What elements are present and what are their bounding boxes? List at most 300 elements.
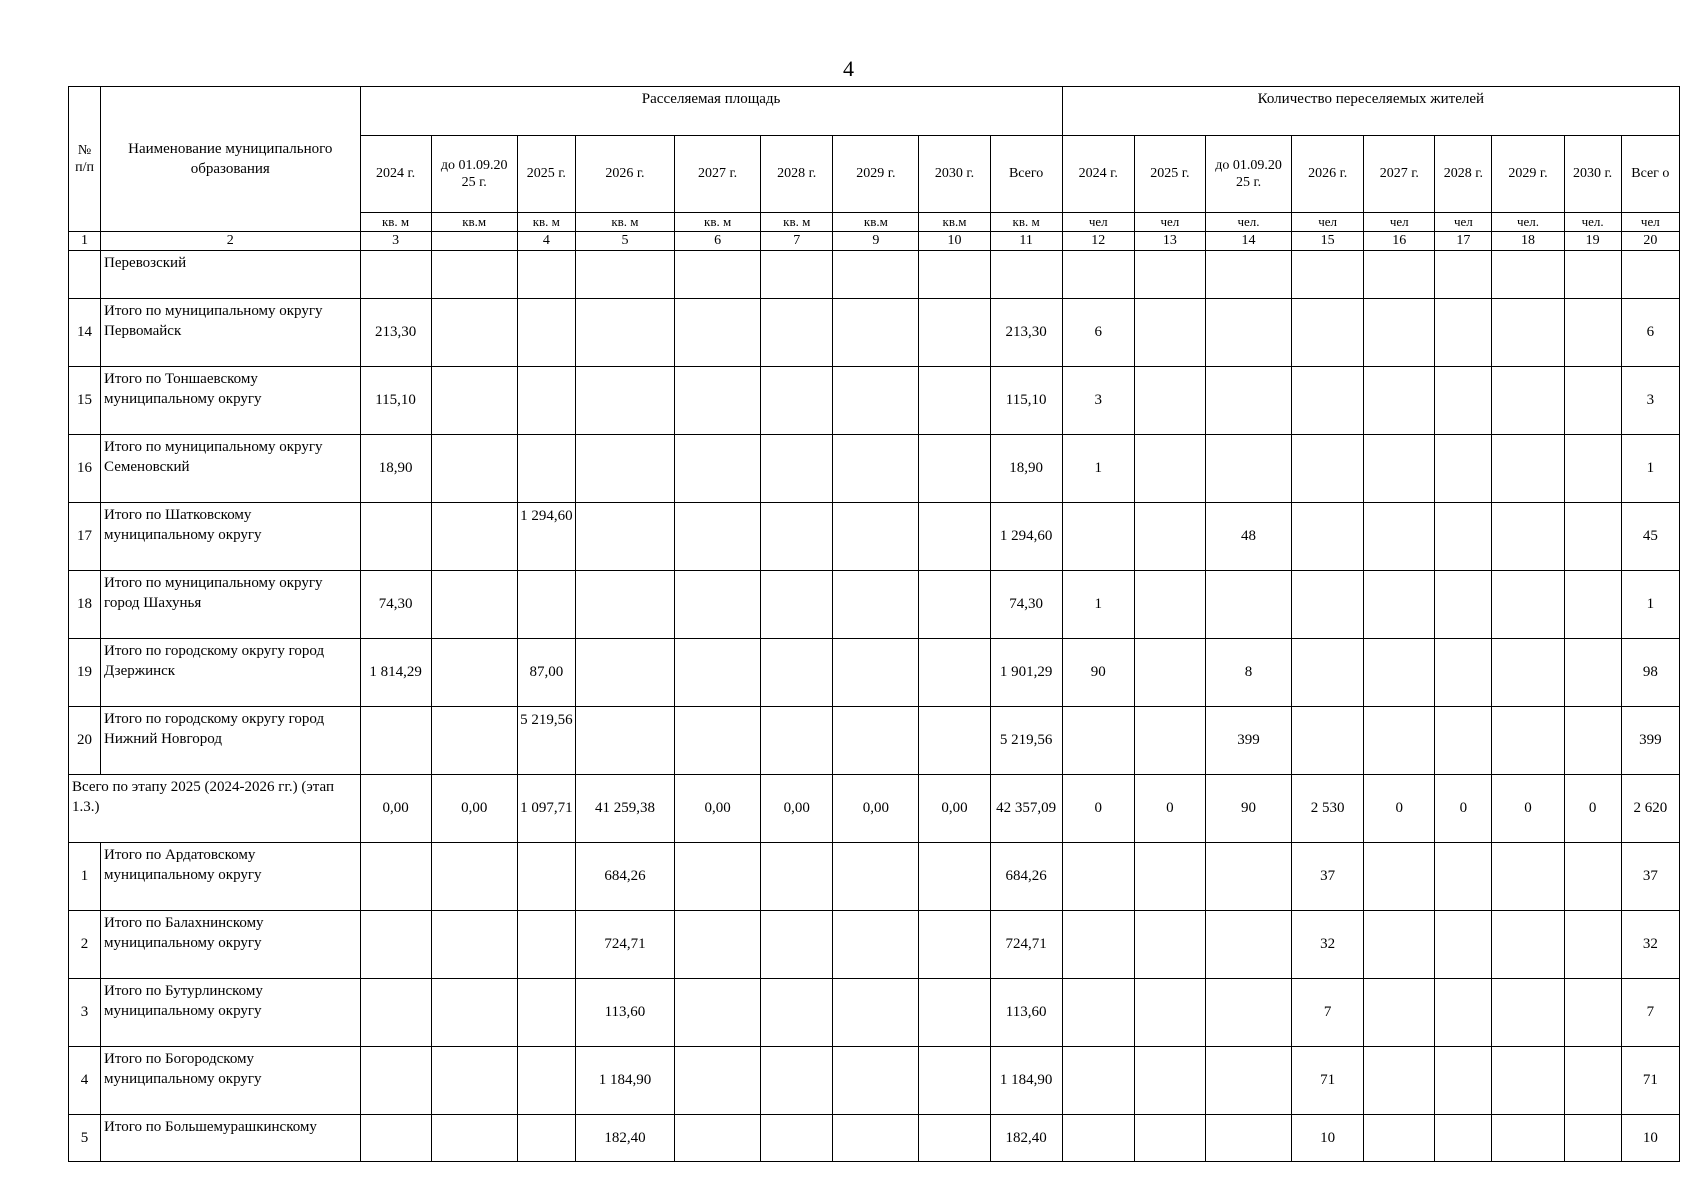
total-value: 0,00 (360, 775, 431, 843)
row-value (675, 367, 761, 435)
row-value (919, 571, 990, 639)
row-value (1564, 707, 1621, 775)
row-number: 17 (69, 503, 101, 571)
area-unit-header: кв.м (833, 213, 919, 232)
total-value: 0 (1134, 775, 1205, 843)
area-year-header: 2028 г. (761, 136, 833, 213)
table-row (69, 503, 1680, 571)
row-value (675, 435, 761, 503)
row-value (1564, 251, 1621, 299)
row-value: 1 814,29 (360, 639, 431, 707)
row-value (517, 911, 575, 979)
area-unit-header: кв. м (360, 213, 431, 232)
row-value (1062, 251, 1134, 299)
row-value (833, 435, 919, 503)
area-unit-header: кв. м (990, 213, 1062, 232)
total-value: 0,00 (675, 775, 761, 843)
row-value: 1 (1621, 571, 1679, 639)
row-value (1205, 251, 1291, 299)
row-value (1292, 707, 1364, 775)
row-value (431, 251, 517, 299)
table-row (69, 1047, 1680, 1115)
row-value (1062, 707, 1134, 775)
row-value: 182,40 (990, 1115, 1062, 1162)
row-value (1292, 571, 1364, 639)
column-number: 19 (1564, 232, 1621, 251)
row-value (761, 435, 833, 503)
total-value: 0 (1435, 775, 1492, 843)
row-value: 1 294,60 (990, 503, 1062, 571)
row-value (761, 251, 833, 299)
row-value (1364, 435, 1435, 503)
table-row (69, 367, 1680, 435)
row-value (431, 503, 517, 571)
row-value: 724,71 (990, 911, 1062, 979)
row-value (517, 1047, 575, 1115)
row-value (1435, 911, 1492, 979)
row-value (1492, 911, 1564, 979)
row-value (761, 843, 833, 911)
row-number: 1 (69, 843, 101, 911)
row-value (517, 843, 575, 911)
row-value (675, 1047, 761, 1115)
row-number: 20 (69, 707, 101, 775)
row-value: 8 (1205, 639, 1291, 707)
row-value (360, 911, 431, 979)
row-value: 724,71 (575, 911, 674, 979)
total-value: 2 620 (1621, 775, 1679, 843)
row-value (919, 1115, 990, 1162)
row-value (1492, 435, 1564, 503)
row-value: 10 (1621, 1115, 1679, 1162)
row-value (1564, 571, 1621, 639)
header-name: Наименование муниципального образования (101, 87, 360, 232)
row-name: Итого по Балахнинскому муниципальному округу (101, 911, 360, 979)
row-value: 213,30 (360, 299, 431, 367)
people-unit-header: чел (1364, 213, 1435, 232)
row-value (431, 367, 517, 435)
row-value (761, 979, 833, 1047)
row-value (1364, 571, 1435, 639)
row-value (833, 571, 919, 639)
column-number: 17 (1435, 232, 1492, 251)
row-value (1435, 435, 1492, 503)
total-value: 42 357,09 (990, 775, 1062, 843)
row-value (1564, 1047, 1621, 1115)
row-value (1205, 911, 1291, 979)
row-number: 15 (69, 367, 101, 435)
row-value (517, 299, 575, 367)
row-value (1062, 843, 1134, 911)
row-value (1364, 843, 1435, 911)
row-value: 113,60 (990, 979, 1062, 1047)
row-value (675, 639, 761, 707)
row-number (69, 251, 101, 299)
row-value (675, 1115, 761, 1162)
people-year-header: 2027 г. (1364, 136, 1435, 213)
row-value: 1 294,60 (517, 503, 575, 571)
total-value: 90 (1205, 775, 1291, 843)
people-year-header: Всег о (1621, 136, 1679, 213)
row-value (1492, 1047, 1564, 1115)
row-value: 90 (1062, 639, 1134, 707)
row-value (833, 979, 919, 1047)
row-value (1134, 571, 1205, 639)
people-year-header: 2025 г. (1134, 136, 1205, 213)
row-name: Итого по Шатковскому муниципальному округу (101, 503, 360, 571)
row-value (360, 1115, 431, 1162)
row-value: 1 (1062, 435, 1134, 503)
row-value (360, 503, 431, 571)
row-value: 1 184,90 (990, 1047, 1062, 1115)
people-unit-header: чел (1621, 213, 1679, 232)
row-value (1205, 367, 1291, 435)
total-value: 1 097,71 (517, 775, 575, 843)
people-unit-header: чел. (1492, 213, 1564, 232)
row-value (517, 435, 575, 503)
people-year-header: 2024 г. (1062, 136, 1134, 213)
column-number: 3 (360, 232, 431, 251)
row-value (517, 367, 575, 435)
row-number: 16 (69, 435, 101, 503)
column-number: 13 (1134, 232, 1205, 251)
row-value (575, 299, 674, 367)
row-value (360, 843, 431, 911)
row-value (1134, 707, 1205, 775)
row-value (1205, 1115, 1291, 1162)
row-value (833, 299, 919, 367)
row-name: Итого по Богородскому муниципальному округу (101, 1047, 360, 1115)
row-value (1364, 979, 1435, 1047)
row-value: 32 (1292, 911, 1364, 979)
row-value (1364, 1115, 1435, 1162)
row-name: Итого по Большемурашкинскому (101, 1115, 360, 1162)
area-unit-header: кв. м (675, 213, 761, 232)
row-value (1364, 707, 1435, 775)
area-year-header: 2025 г. (517, 136, 575, 213)
row-value (1492, 571, 1564, 639)
people-year-header: до 01.09.20 25 г. (1205, 136, 1291, 213)
row-value (1134, 367, 1205, 435)
row-name: Перевозский (101, 251, 360, 299)
row-value (575, 571, 674, 639)
row-value (1062, 911, 1134, 979)
row-value (1364, 367, 1435, 435)
row-value: 5 219,56 (990, 707, 1062, 775)
row-value: 1 184,90 (575, 1047, 674, 1115)
total-value: 0,00 (761, 775, 833, 843)
row-number: 4 (69, 1047, 101, 1115)
row-name: Итого по городскому округу город Дзержинск (101, 639, 360, 707)
row-value: 684,26 (575, 843, 674, 911)
row-value (431, 1115, 517, 1162)
row-value (1492, 843, 1564, 911)
row-value (1292, 435, 1364, 503)
row-value: 18,90 (360, 435, 431, 503)
area-unit-header: кв. м (517, 213, 575, 232)
row-value: 213,30 (990, 299, 1062, 367)
column-number: 7 (761, 232, 833, 251)
table-row (69, 435, 1680, 503)
row-name: Итого по Ардатовскому муниципальному округу (101, 843, 360, 911)
row-name: Итого по Бутурлинскому муниципальному округу (101, 979, 360, 1047)
row-value (431, 911, 517, 979)
row-value (833, 251, 919, 299)
row-number: 14 (69, 299, 101, 367)
row-name: Итого по городскому округу город Нижний Новгород (101, 707, 360, 775)
row-value (1205, 1047, 1291, 1115)
area-year-header: до 01.09.20 25 г. (431, 136, 517, 213)
row-value (517, 1115, 575, 1162)
row-value (1062, 1115, 1134, 1162)
row-value (1205, 843, 1291, 911)
row-number: 5 (69, 1115, 101, 1162)
row-value (1364, 639, 1435, 707)
row-number: 18 (69, 571, 101, 639)
row-value: 115,10 (360, 367, 431, 435)
total-value: 41 259,38 (575, 775, 674, 843)
row-value (1134, 639, 1205, 707)
row-value (1564, 503, 1621, 571)
row-value (761, 639, 833, 707)
row-value (360, 979, 431, 1047)
row-value (1062, 503, 1134, 571)
area-unit-header: кв.м (431, 213, 517, 232)
row-value (1134, 1115, 1205, 1162)
row-value (575, 707, 674, 775)
row-value (1492, 639, 1564, 707)
area-year-header: 2029 г. (833, 136, 919, 213)
people-unit-header: чел (1292, 213, 1364, 232)
row-value (1564, 299, 1621, 367)
row-number: 19 (69, 639, 101, 707)
row-value (1435, 299, 1492, 367)
row-value: 3 (1062, 367, 1134, 435)
row-value (575, 435, 674, 503)
area-year-header: 2030 г. (919, 136, 990, 213)
row-value: 399 (1205, 707, 1291, 775)
row-value (919, 299, 990, 367)
table-row (69, 979, 1680, 1047)
row-value: 1 901,29 (990, 639, 1062, 707)
row-value (360, 251, 431, 299)
row-value (1292, 367, 1364, 435)
row-value: 1 (1621, 435, 1679, 503)
people-unit-header: чел (1435, 213, 1492, 232)
row-value: 74,30 (360, 571, 431, 639)
total-value: 0,00 (919, 775, 990, 843)
header-num: № п/п (69, 87, 101, 232)
total-row (69, 775, 1680, 843)
area-year-header: 2024 г. (360, 136, 431, 213)
row-value (1205, 435, 1291, 503)
row-value (517, 251, 575, 299)
row-value: 87,00 (517, 639, 575, 707)
row-value (431, 1047, 517, 1115)
row-name: Итого по Тоншаевскому муниципальному округу (101, 367, 360, 435)
row-value (1134, 251, 1205, 299)
table-row (69, 251, 1680, 299)
row-value (919, 435, 990, 503)
column-number: 1 (69, 232, 101, 251)
row-value (1492, 707, 1564, 775)
row-value (431, 707, 517, 775)
area-year-header: Всего (990, 136, 1062, 213)
row-value (675, 571, 761, 639)
column-number: 20 (1621, 232, 1679, 251)
column-number (431, 232, 517, 251)
row-value (360, 1047, 431, 1115)
column-number: 11 (990, 232, 1062, 251)
row-value (1564, 843, 1621, 911)
total-value: 0,00 (431, 775, 517, 843)
total-value: 0 (1564, 775, 1621, 843)
row-value (1292, 251, 1364, 299)
row-value (1435, 1047, 1492, 1115)
row-name: Итого по муниципальному округу Первомайск (101, 299, 360, 367)
row-value (1364, 251, 1435, 299)
row-value (517, 979, 575, 1047)
row-value (1564, 1115, 1621, 1162)
row-value: 7 (1621, 979, 1679, 1047)
row-value (1292, 299, 1364, 367)
column-number: 6 (675, 232, 761, 251)
row-value (919, 251, 990, 299)
row-value (360, 707, 431, 775)
row-value (1435, 979, 1492, 1047)
people-unit-header: чел (1134, 213, 1205, 232)
row-value (1364, 503, 1435, 571)
row-value (919, 979, 990, 1047)
table-row (69, 1115, 1680, 1162)
table-row (69, 639, 1680, 707)
row-value (1134, 1047, 1205, 1115)
row-value (761, 571, 833, 639)
row-value (675, 843, 761, 911)
row-value (431, 299, 517, 367)
row-value: 74,30 (990, 571, 1062, 639)
row-value (1134, 435, 1205, 503)
row-number: 2 (69, 911, 101, 979)
row-value (675, 251, 761, 299)
row-value: 45 (1621, 503, 1679, 571)
row-value: 7 (1292, 979, 1364, 1047)
area-unit-header: кв.м (919, 213, 990, 232)
row-value (431, 435, 517, 503)
row-value (1435, 367, 1492, 435)
row-value (675, 299, 761, 367)
column-number: 5 (575, 232, 674, 251)
people-unit-header: чел (1062, 213, 1134, 232)
row-number: 3 (69, 979, 101, 1047)
row-value (761, 1115, 833, 1162)
row-value (1435, 707, 1492, 775)
row-value (833, 911, 919, 979)
row-value (990, 251, 1062, 299)
row-value (431, 843, 517, 911)
column-number: 14 (1205, 232, 1291, 251)
row-value (1205, 299, 1291, 367)
row-value (1134, 503, 1205, 571)
row-value (919, 503, 990, 571)
table-row (69, 707, 1680, 775)
row-value (1435, 503, 1492, 571)
row-value (833, 843, 919, 911)
row-value: 115,10 (990, 367, 1062, 435)
row-value (833, 367, 919, 435)
row-value (1564, 639, 1621, 707)
column-number: 18 (1492, 232, 1564, 251)
row-value (1134, 299, 1205, 367)
row-value (675, 503, 761, 571)
row-value: 5 219,56 (517, 707, 575, 775)
row-value: 32 (1621, 911, 1679, 979)
row-value (1564, 367, 1621, 435)
row-value (431, 571, 517, 639)
row-value (1564, 911, 1621, 979)
row-value (431, 639, 517, 707)
row-value (919, 707, 990, 775)
row-value (761, 503, 833, 571)
row-value: 37 (1621, 843, 1679, 911)
row-value (1435, 843, 1492, 911)
row-value (575, 367, 674, 435)
row-value (1134, 911, 1205, 979)
row-value (1492, 251, 1564, 299)
row-value (1435, 1115, 1492, 1162)
row-value: 182,40 (575, 1115, 674, 1162)
row-value (1435, 571, 1492, 639)
total-value: 0,00 (833, 775, 919, 843)
row-value (575, 503, 674, 571)
total-value: 0 (1062, 775, 1134, 843)
row-value (1364, 911, 1435, 979)
row-value: 399 (1621, 707, 1679, 775)
row-value (1292, 503, 1364, 571)
row-value (1435, 639, 1492, 707)
row-value (1292, 639, 1364, 707)
row-value: 37 (1292, 843, 1364, 911)
row-value (1492, 299, 1564, 367)
row-value (1364, 299, 1435, 367)
row-value (761, 367, 833, 435)
row-value (1435, 251, 1492, 299)
row-value (1364, 1047, 1435, 1115)
row-value (1564, 979, 1621, 1047)
table-row (69, 911, 1680, 979)
table-row (69, 571, 1680, 639)
row-value (1205, 979, 1291, 1047)
row-value: 98 (1621, 639, 1679, 707)
column-number: 16 (1364, 232, 1435, 251)
row-value (833, 1115, 919, 1162)
row-value (1621, 251, 1679, 299)
row-value (919, 1047, 990, 1115)
row-value: 6 (1621, 299, 1679, 367)
column-number: 9 (833, 232, 919, 251)
row-value: 71 (1292, 1047, 1364, 1115)
people-year-header: 2029 г. (1492, 136, 1564, 213)
column-number: 12 (1062, 232, 1134, 251)
header-area-group: Расселяемая площадь (360, 87, 1062, 136)
row-value (761, 299, 833, 367)
row-value (675, 707, 761, 775)
people-unit-header: чел. (1564, 213, 1621, 232)
total-value: 0 (1492, 775, 1564, 843)
row-value (761, 1047, 833, 1115)
row-value (1062, 979, 1134, 1047)
row-value (675, 911, 761, 979)
